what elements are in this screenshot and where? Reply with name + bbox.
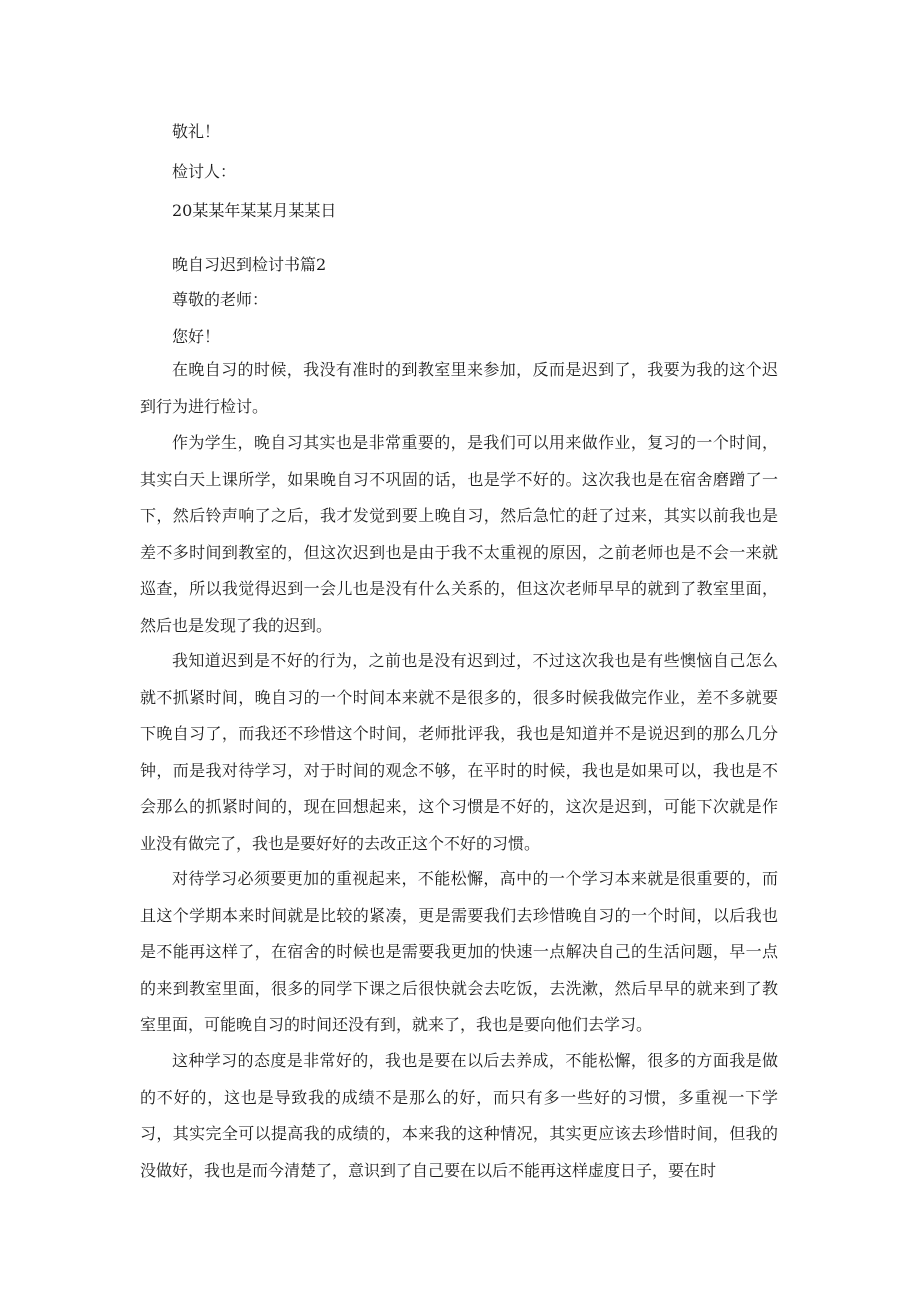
section-title: 晚自习迟到检讨书篇2: [172, 255, 327, 274]
paragraph: 在晚自习的时候，我没有准时的到教室里来参加，反而是迟到了，我要为我的这个迟到行为进行检讨。: [140, 360, 778, 416]
closing-salute: 敬礼！: [172, 122, 221, 141]
letter-date: 20某某年某某月某某日: [172, 201, 337, 220]
paragraph: 作为学生，晚自习其实也是非常重要的，是我们可以用来做作业，复习的一个时间，其实白天上课所学，如果晚自习不巩固的话，也是学不好的。这次我也是在宿舍磨蹭了一下，然后铃声响了之后，我才发觉到要上晚自习，然后急忙的赶了过来，其实以前我也是差不多时间到教室的，但这次迟到也是由于我不太重视的原因，之前老师也是不会一来就巡查，所以我觉得迟到一会儿也是没有什么关系的，但这次老师早早的就到了教室里面，然后也是发现了我的迟到。: [140, 433, 778, 635]
paragraph: 我知道迟到是不好的行为，之前也是没有迟到过，不过这次我也是有些懊恼自己怎么就不抓紧时间，晚自习的一个时间本来就不是很多的，很多时候我做完作业，差不多就要下晚自习了，而我还不珍惜这个时间，老师批评我，我也是知道并不是说迟到的那么几分钟，而是我对待学习，对于时间的观念不够，在平时的时候，我也是如果可以，我也是不会那么的抓紧时间的，现在回想起来，这个习惯是不好的，这次是迟到，可能下次就是作业没有做完了，我也是要好好的去改正这个不好的习惯。: [140, 651, 778, 853]
signer-label: 检讨人：: [172, 162, 237, 181]
paragraph: 对待学习必须要更加的重视起来，不能松懈，高中的一个学习本来就是很重要的，而且这个学期本来时间就是比较的紧凑，更是需要我们去珍惜晚自习的一个时间，以后我也是不能再这样了，在宿舍的时候也是需要我更加的快速一点解决自己的生活问题，早一点的来到教室里面，很多的同学下课之后很快就会去吃饭，去洗漱，然后早早的就来到了教室里面，可能晚自习的时间还没有到，就来了，我也是要向他们去学习。: [140, 869, 778, 1034]
greeting: 您好！: [172, 327, 221, 346]
paragraph: 这种学习的态度是非常好的，我也是要在以后去养成，不能松懈，很多的方面我是做的不好的，这也是导致我的成绩不是那么的好，而只有多一些好的习惯，多重视一下学习，其实完全可以提高我的成绩的，本来我的这种情况，其实更应该去珍惜时间，但我的没做好，我也是而今清楚了，意识到了自己要在以后不能再这样虚度日子，要在时: [140, 1051, 778, 1180]
greeting-to: 尊敬的老师：: [172, 290, 269, 309]
